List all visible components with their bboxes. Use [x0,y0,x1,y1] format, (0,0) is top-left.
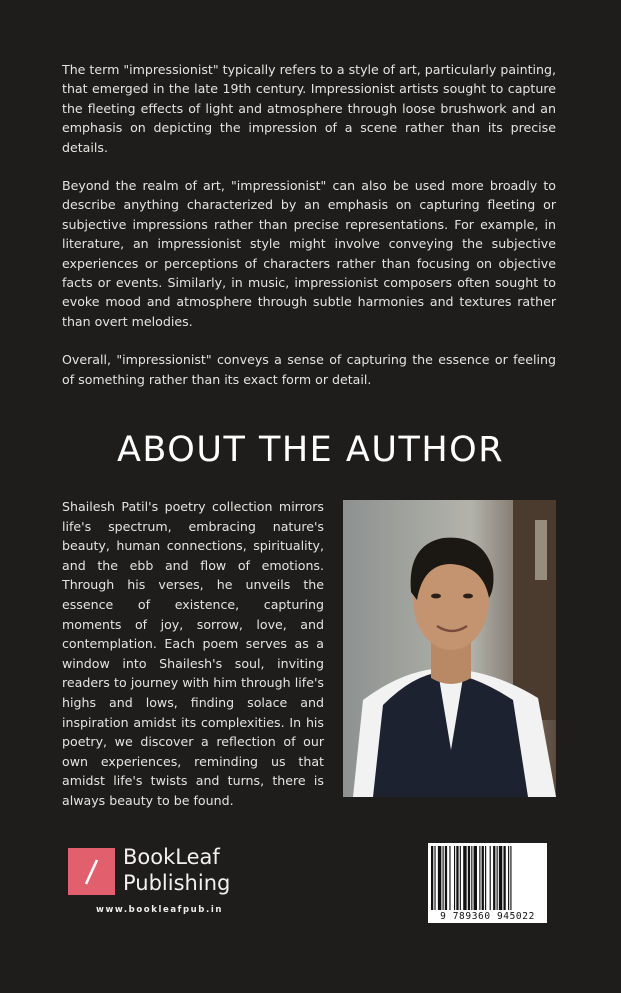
barcode-bar [479,846,480,910]
intro-text [62,60,556,408]
barcode-bar [431,846,433,910]
barcode-bar [497,846,498,910]
barcode-bar [463,846,466,910]
intro-paragraph-1: The term "impressionist" typically refers to a style of art, particularly painting, that emerged in the late 19th century. Impressionist artists sought to capture the fleeting effects of light and atmosphere through loose brushwork and an emphasis on depicting the impression of a scene rather than its precise details. [62,62,556,155]
barcode-bar [508,846,509,910]
publisher-website: www.bookleafpub.in [96,905,223,915]
barcode-bar [443,846,444,910]
barcode-bar [482,846,484,910]
barcode-bar [499,846,502,910]
barcode-bar [438,846,441,910]
author-photo-illustration [343,500,556,797]
barcode-bar [510,846,511,910]
intro-paragraph-3: Overall, "impressionist" conveys a sense of capturing the essence or feeling of something rather than its exact form or detail. [62,352,556,387]
publisher-name-line2: Publishing [123,871,231,895]
bookleaf-logo-icon [68,848,115,895]
isbn-number: 9 789360 945022 [440,911,535,922]
barcode-bar [503,846,505,910]
barcode-bar [454,846,455,910]
author-bio: Shailesh Patil's poetry collection mirrors life's spectrum, embracing nature's beauty, human connections, spirituality, and the ebb and flow of emotions. Through his verses, he unveils the essence of existence, capturing moments of joy, sorrow, love, and contemplation. Each poem serves as a window into Shailesh's soul, inviting readers to journey with him through life's highs and lows, finding solace and inspiration amidst its complexities. In his poetry, we discover a reflection of our own experiences, reminding us that amidst life's twists and turns, there is always beauty to be found. [62,499,324,808]
author-photo [343,500,556,797]
barcode-bar [434,846,435,910]
barcode-bar [456,846,458,910]
intro-paragraph-2: Beyond the realm of art, "impressionist" can also be used more broadly to describe anything characterized by an emphasis on capturing fleeting or subjective impressions rather than precise representations. For example, in literature, an impressionist style might involve conveying the subjective experiences or perceptions of characters rather than focusing on objective facts or events. Similarly, in music, impressionist composers often sought to evoke mood and atmosphere through subtle harmonies and textures rather than overt melodies. [62,178,556,329]
isbn-barcode [428,843,547,923]
barcode-bar [493,846,495,910]
barcode-bar [471,846,472,910]
barcode-bar [468,846,470,910]
barcode-bar [474,846,477,910]
about-heading: ABOUT THE AUTHOR [116,430,505,470]
publisher-name-line1: BookLeaf [123,845,220,869]
barcode-bar [445,846,447,910]
barcode-bar [490,846,491,910]
barcode-bars [428,843,547,913]
barcode-bar [485,846,486,910]
barcode-bar [449,846,450,910]
barcode-bar [460,846,461,910]
